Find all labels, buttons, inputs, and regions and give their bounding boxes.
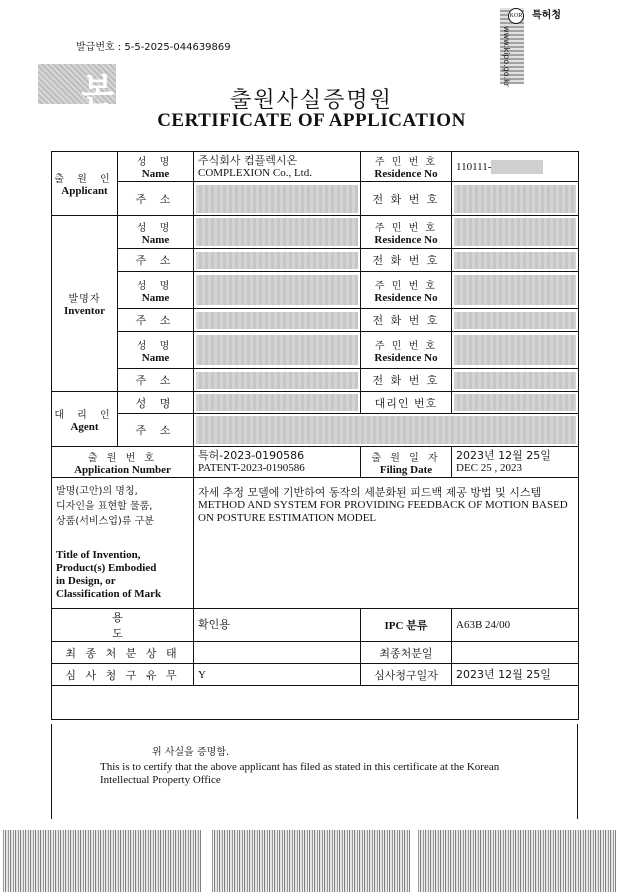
agent-no-label: 대리인 번호 [361,392,452,414]
app-no-label-en: Application Number [74,463,171,476]
security-barcode [418,830,616,892]
name-label-en: Name [141,168,170,180]
exam-req-date-label: 심사청구일자 [361,664,452,686]
app-no-label-cell [52,447,194,478]
filing-label-en: Filing Date [379,463,433,476]
inventor-resid [452,272,579,309]
inventor-name [194,272,361,309]
resid-label-ko: 주 민 번 호 [374,157,438,168]
security-barcode [212,830,410,892]
resid-label-ko: 주 민 번 호 [374,222,438,234]
inventor-phone [452,249,579,272]
address-label: 주 소 [118,414,194,447]
title-label-ko-3: 상품(서비스업)류 구분 [56,516,154,527]
final-status-value [194,642,361,664]
agent-name [194,392,361,414]
filing-date [452,447,579,478]
title-english: CERTIFICATE OF APPLICATION [157,110,466,131]
inventor-address [194,309,361,332]
exam-req-date-value: 2023년 12월 25일 [452,664,579,686]
applicant-label-en: Applicant [61,185,108,197]
name-label-ko: 성 명 [136,222,175,234]
inventor-label-ko: 발명자 [68,294,101,305]
inventor-phone [452,309,579,332]
exam-req-label: 심 사 청 구 유 무 [52,664,194,686]
title-label-ko-1: 발명(고안)의 명칭, [56,486,138,497]
kipo-logo: 특허청 [532,10,561,21]
ipc-value: A63B 24/00 [452,609,579,642]
inventor-resid [452,332,579,369]
title-label-ko-2: 디자인을 표현할 물품, [56,501,153,512]
final-status-label: 최 종 처 분 상 태 [52,642,194,664]
exam-req-value: Y [194,664,361,686]
agent-address [194,414,579,447]
name-label-en: Name [141,291,170,304]
phone-label: 전 화 번 호 [361,369,452,392]
name-label-ko: 성 명 [136,340,175,352]
final-date-label: 최종처분일 [361,642,452,664]
filing-date-ko: 2023년 12월 25일 [456,449,551,462]
address-label: 주 소 [118,309,194,332]
filing-label-ko: 출 원 일 자 [371,452,441,464]
app-no-en: PATENT-2023-0190586 [198,462,305,474]
title-label-en-1: Title of Invention, [56,549,141,561]
resid-label-en: Residence No [374,168,438,180]
agent-label-en: Agent [70,420,99,433]
filing-label-cell [361,447,452,478]
invention-title [194,478,579,609]
inventor-address [194,369,361,392]
phone-label: 전 화 번 호 [361,249,452,272]
certificate-table [51,151,579,720]
applicant-address [194,182,361,216]
agent-label-ko: 대 리 인 [54,409,115,421]
app-no-ko: 특허-2023-0190586 [198,449,305,462]
address-label: 주 소 [118,182,194,216]
purpose-label: 용 도 [52,609,194,642]
phone-label: 전 화 번 호 [361,309,452,332]
certify-english: This is to certify that the above applicant has filed as stated in this certificate at the Korean Intellectual Property Office [100,761,500,786]
app-no [194,447,361,478]
title-label-cell [52,478,194,609]
inventor-phone [452,369,579,392]
name-label-ko: 성 명 [136,157,175,168]
final-date-value [452,642,579,664]
resid-label-en: Residence No [374,291,438,304]
inventor-name [194,332,361,369]
agent-label-cell [52,392,118,447]
title-korean: 출원사실증명원 [230,88,393,113]
applicant-name-en: COMPLEXION Co., Ltd. [198,166,312,179]
kipo-mark-icon: KOR [508,8,524,24]
applicant-label-ko: 출 원 인 [54,174,115,185]
applicant-label-cell [52,152,118,216]
agent-no [452,392,579,414]
name-label: 성 명 [118,392,194,414]
app-no-label-ko: 출 원 번 호 [87,452,158,464]
resid-label-en: Residence No [374,351,438,364]
security-barcode [3,830,201,892]
resid-label-cell [361,152,452,182]
certify-korean: 위 사실을 증명함. [152,747,230,758]
resid-label-ko: 주 민 번 호 [374,340,438,352]
address-label: 주 소 [118,249,194,272]
applicant-phone [452,182,579,216]
inventor-resid [452,216,579,249]
invention-title-ko: 자세 추정 모델에 기반하여 동작의 세분화된 피드백 제공 방법 및 시스템 [198,486,542,499]
title-label-en-2: Product(s) Embodied [56,562,157,574]
inventor-label-en: Inventor [64,305,105,317]
applicant-name-ko: 주식회사 컴플렉시온 [198,153,298,167]
inventor-label-cell [52,216,118,392]
redaction [491,160,543,174]
name-label-en: Name [141,351,170,364]
resid-label-ko: 주 민 번 호 [374,280,438,292]
applicant-resid-value: 110111- [456,160,492,173]
title-label-en-4: Classification of Mark [56,588,162,600]
resid-label-en: Residence No [374,233,438,246]
applicant-resid [452,152,579,182]
name-label-cell [118,152,194,182]
name-label-ko: 성 명 [136,280,175,292]
applicant-name [194,152,361,182]
issue-number: 발급번호 : 5-5-2025-044639869 [76,42,231,53]
empty-row [52,686,579,720]
ipc-label: IPC 분류 [361,609,452,642]
kipo-url: www.kipo.go.kr [502,26,511,87]
invention-title-en: METHOD AND SYSTEM FOR PROVIDING FEEDBACK OF MOTION BASED ON POSTURE ESTIMATION MODEL [198,499,568,524]
inventor-address [194,249,361,272]
phone-label: 전 화 번 호 [361,182,452,216]
seal-text: 본 [81,72,114,112]
purpose-value: 확인용 [194,609,361,642]
filing-date-en: DEC 25 , 2023 [456,462,522,474]
inventor-name [194,216,361,249]
name-label-en: Name [141,233,170,246]
address-label: 주 소 [118,369,194,392]
title-label-en-3: in Design, or [56,575,116,587]
